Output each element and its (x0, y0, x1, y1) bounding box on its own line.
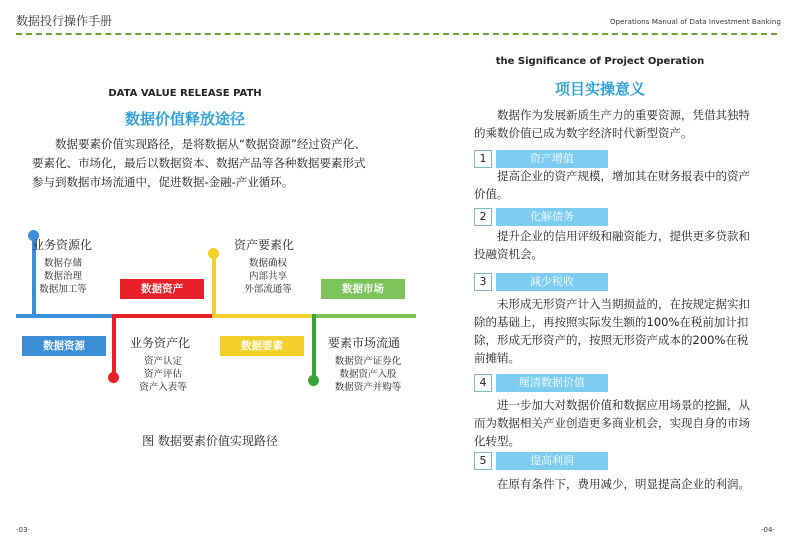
stage-item: 内部共享 (248, 271, 287, 282)
stage-items-resourcization (34, 257, 92, 296)
stage-item: 数据资产并购等 (334, 382, 402, 393)
left-zh-title: 数据价值释放途径 (124, 110, 245, 128)
benefit-text-5: 在原有条件下，费用减少，明显提高企业的利润。 (497, 477, 750, 491)
stage-items-assetization (132, 355, 194, 394)
stage-item: 外部流通等 (244, 284, 292, 295)
benefit-title: 化解债务 (496, 208, 608, 226)
benefit-title: 资产增值 (496, 150, 608, 168)
right-en-title: the Significance of Project Operation (495, 56, 705, 67)
benefit-title: 厘清数据价值 (496, 374, 608, 392)
header-divider (16, 33, 777, 35)
stage-item: 数据资产入股 (339, 369, 397, 380)
dot-red (108, 372, 119, 383)
tag-data-market: 数据市场 (321, 279, 405, 299)
right-zh-title: 项目实操意义 (554, 80, 645, 98)
value-path-diagram (0, 220, 420, 410)
timeline-segment-green (312, 314, 416, 318)
stage-item: 数据加工等 (39, 284, 87, 295)
benefit-number: 2 (474, 208, 492, 226)
benefit-title: 减少税收 (496, 273, 608, 291)
diagram-caption: 图 数据要素价值实现路径 (142, 434, 278, 448)
stage-item: 数据治理 (43, 271, 82, 282)
stage-item: 数据确权 (248, 258, 287, 269)
benefit-title: 提高利润 (496, 452, 608, 470)
stage-item: 数据资产证券化 (334, 356, 402, 367)
header-right-title: Operations Manual of Data Investment Banking (610, 18, 781, 26)
stage-items-elementization (238, 257, 298, 296)
stage-item: 资产认定 (143, 356, 182, 367)
benefit-number: 1 (474, 150, 492, 168)
benefit-number: 5 (474, 452, 492, 470)
benefit-number: 3 (474, 273, 492, 291)
stage-title-elementization: 资产要素化 (234, 238, 295, 252)
benefit-text-3: 未形成无形资产计入当期损益的，在按规定据实扣除的基础上，再按照实际发生额的100%在税前加计扣除，形成无形资产的，按照无形资产成本的200%在税前摊销。 (474, 297, 750, 365)
stage-title-assetization: 业务资产化 (130, 336, 191, 350)
dot-green (308, 375, 319, 386)
stage-item: 资产评估 (143, 369, 182, 380)
timeline-segment-blue (16, 314, 112, 318)
stage-items-market-circulation (328, 355, 408, 394)
stage-item: 数据存储 (43, 258, 82, 269)
tag-data-asset: 数据资产 (120, 279, 204, 299)
benefit-text-1: 提高企业的资产规模，增加其在财务报表中的资产价值。 (474, 169, 750, 201)
benefit-text-4: 进一步加大对数据价值和数据应用场景的挖掘，从而为数据相关产业创造更多商业机会，实现自身的市场化转型。 (474, 398, 750, 448)
stem-yellow (212, 256, 216, 316)
timeline-segment-yellow (212, 314, 312, 318)
stage-item: 资产入表等 (139, 382, 187, 393)
page-number-left: -03- (16, 526, 30, 534)
tag-data-resource: 数据资源 (22, 336, 106, 356)
dot-yellow (208, 248, 219, 259)
page-number-right: -04- (761, 526, 775, 534)
benefit-text-2: 提升企业的信用评级和融资能力，提供更多贷款和投融资机会。 (474, 229, 750, 261)
header-left-title: 数据投行操作手册 (16, 14, 113, 28)
stage-title-resourcization: 业务资源化 (32, 238, 93, 252)
stem-green (312, 314, 316, 380)
tag-data-element: 数据要素 (220, 336, 304, 356)
left-en-title: DATA VALUE RELEASE PATH (108, 88, 262, 99)
timeline-segment-red (112, 314, 212, 318)
stem-red (112, 314, 116, 378)
right-intro-paragraph: 数据作为发展新质生产力的重要资源，凭借其独特的乘数价值已成为数字经济时代新型资产。 (474, 108, 750, 140)
stage-title-market-circulation: 要素市场流通 (328, 336, 401, 350)
benefit-number: 4 (474, 374, 492, 392)
left-intro-paragraph: 数据要素价值实现路径，是将数据从“数据资源”经过资产化、要素化、市场化，最后以数据资本、数据产品等各种数据要素形式参与到数据市场流通中，促进数据-金融-产业循环。 (32, 137, 366, 189)
